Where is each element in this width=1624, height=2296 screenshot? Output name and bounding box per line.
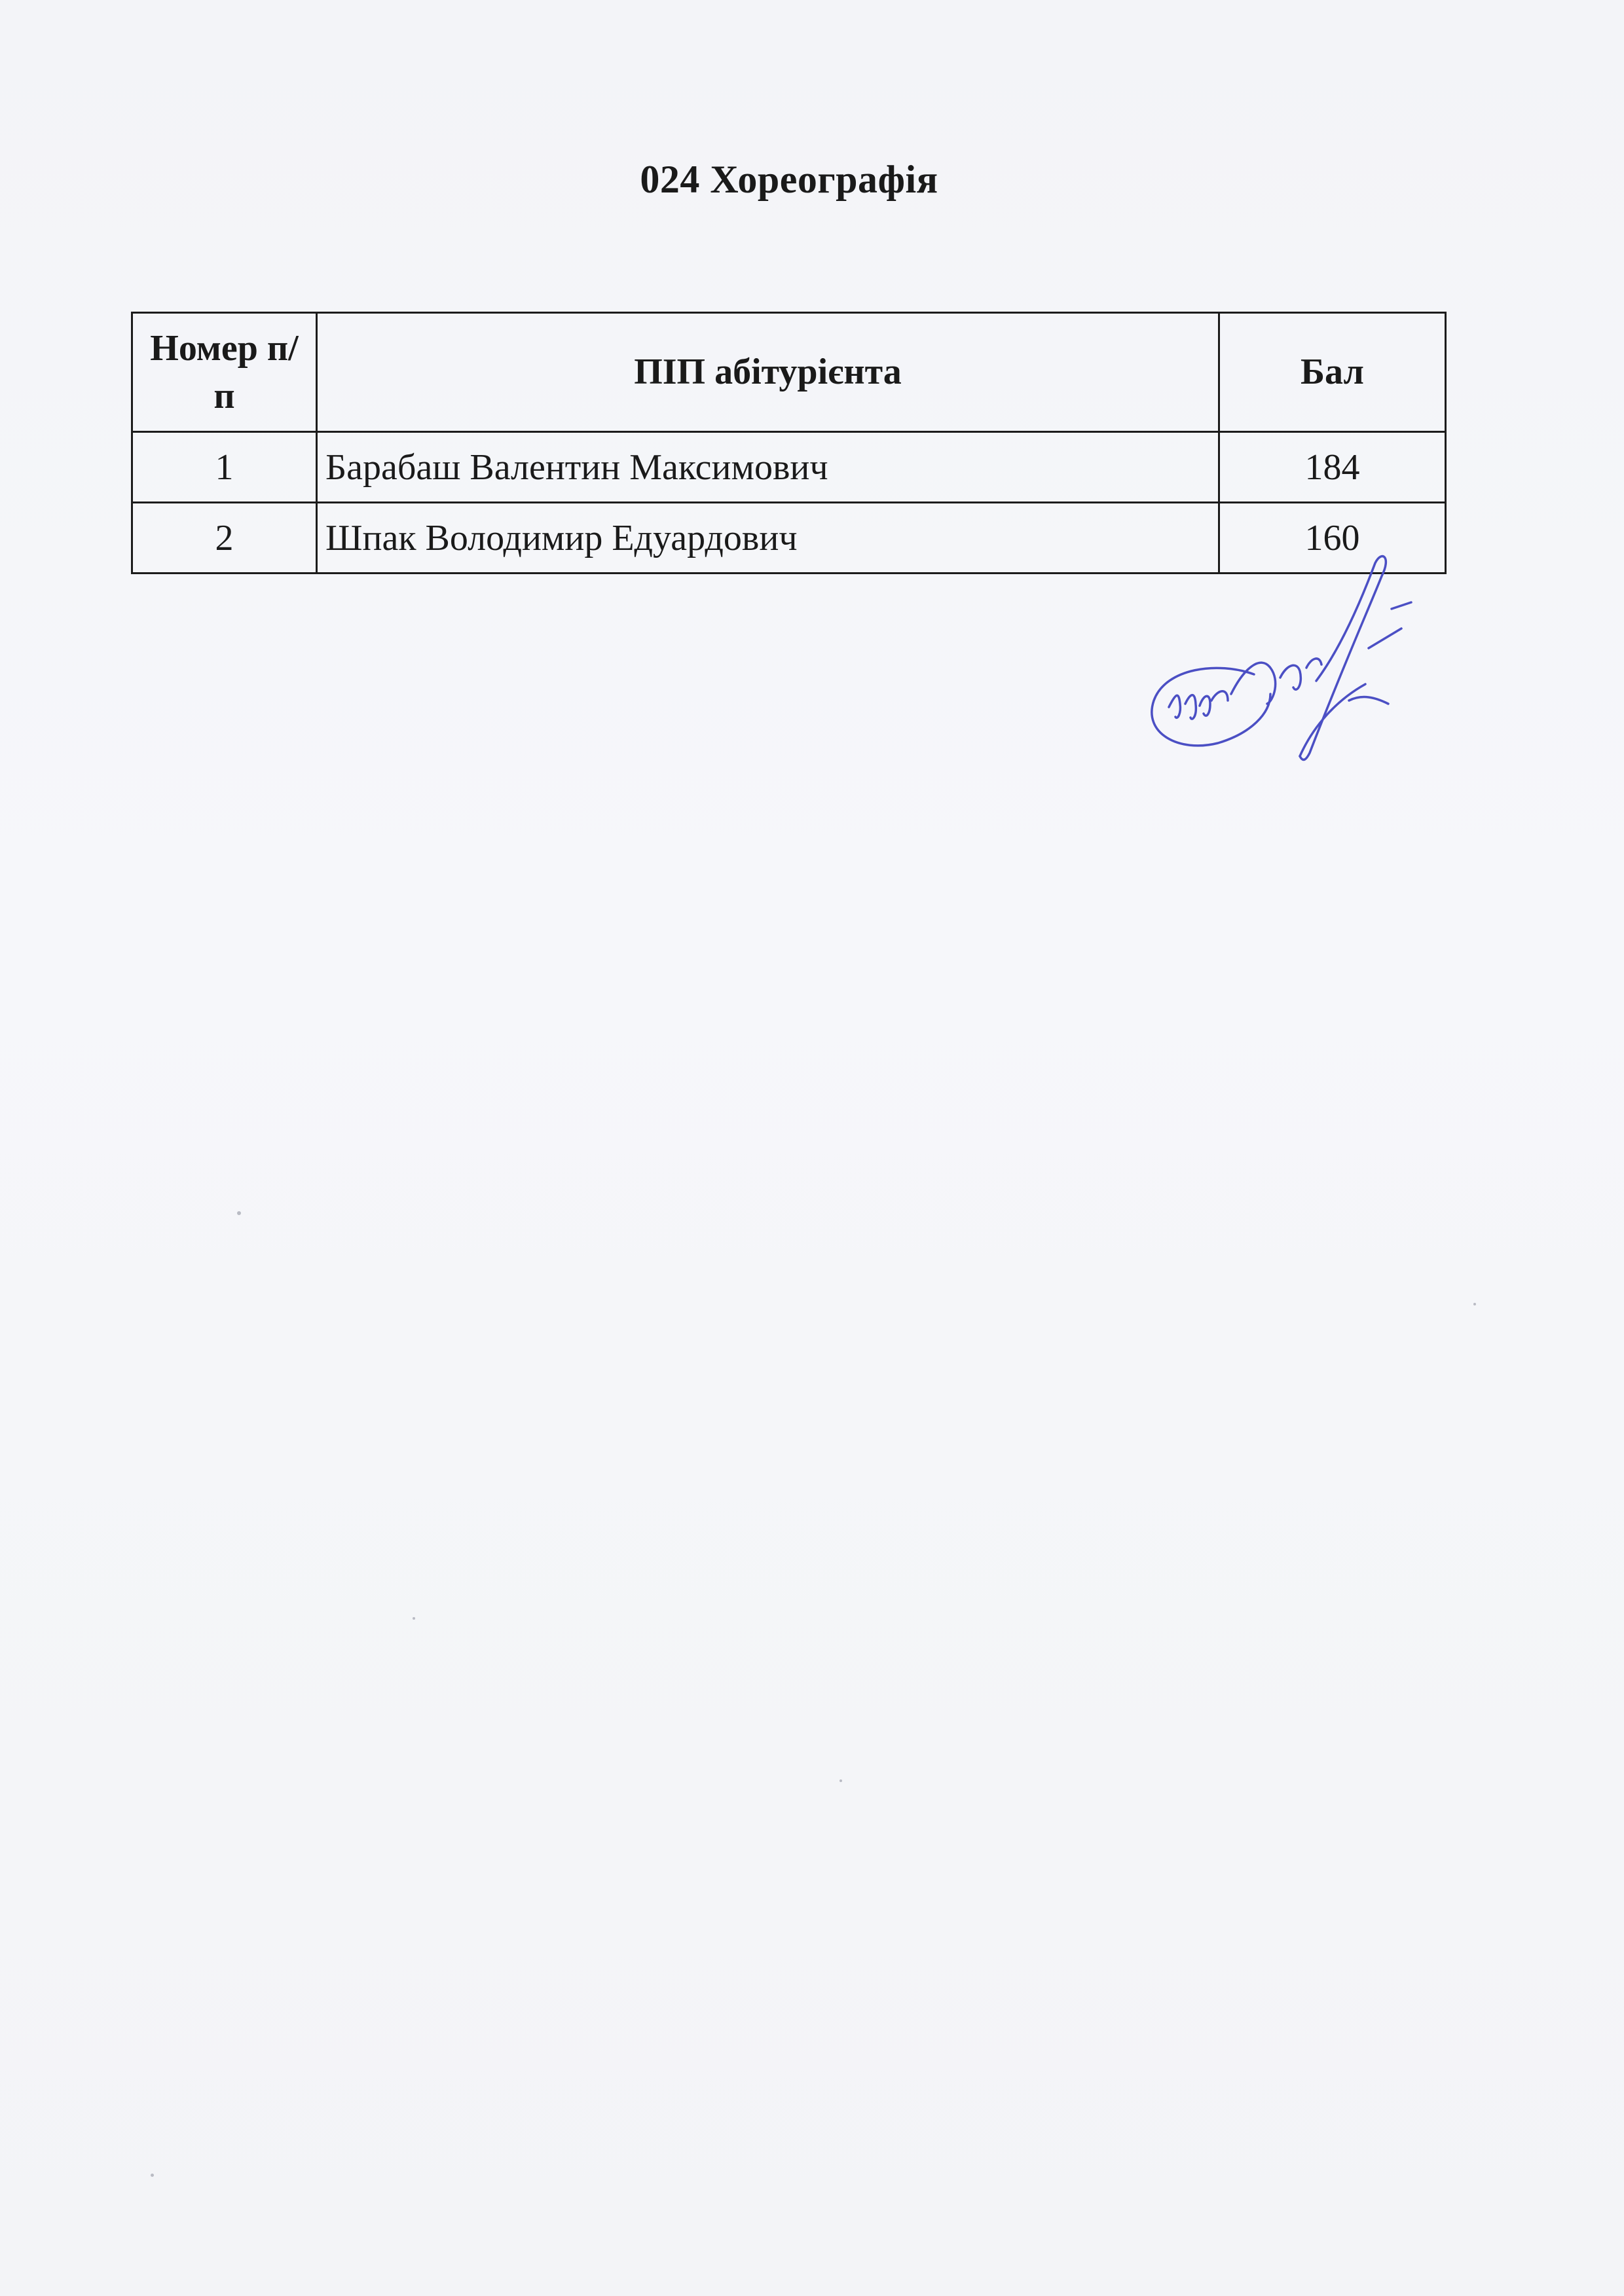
row-name: Шпак Володимир Едуардович [317,503,1219,574]
table-row [132,432,1446,503]
header-name: ПІП абітурієнта [317,313,1219,432]
scan-speck [840,1779,842,1782]
page-title: 024 Хореографія [640,158,938,201]
scan-speck [151,2174,154,2177]
scan-speck [237,1211,241,1215]
applicants-table [131,312,1447,574]
scan-speck [413,1617,415,1620]
table-header-row [132,313,1446,432]
row-score: 184 [1219,432,1446,503]
header-score: Бал [1219,313,1446,432]
handwritten-signature [1139,537,1428,779]
row-number: 2 [132,503,317,574]
row-name: Барабаш Валентин Максимович [317,432,1219,503]
row-score: 160 [1219,503,1446,574]
scan-speck [1473,1303,1476,1305]
row-number: 1 [132,432,317,503]
header-number: Номер п/п [132,313,317,432]
